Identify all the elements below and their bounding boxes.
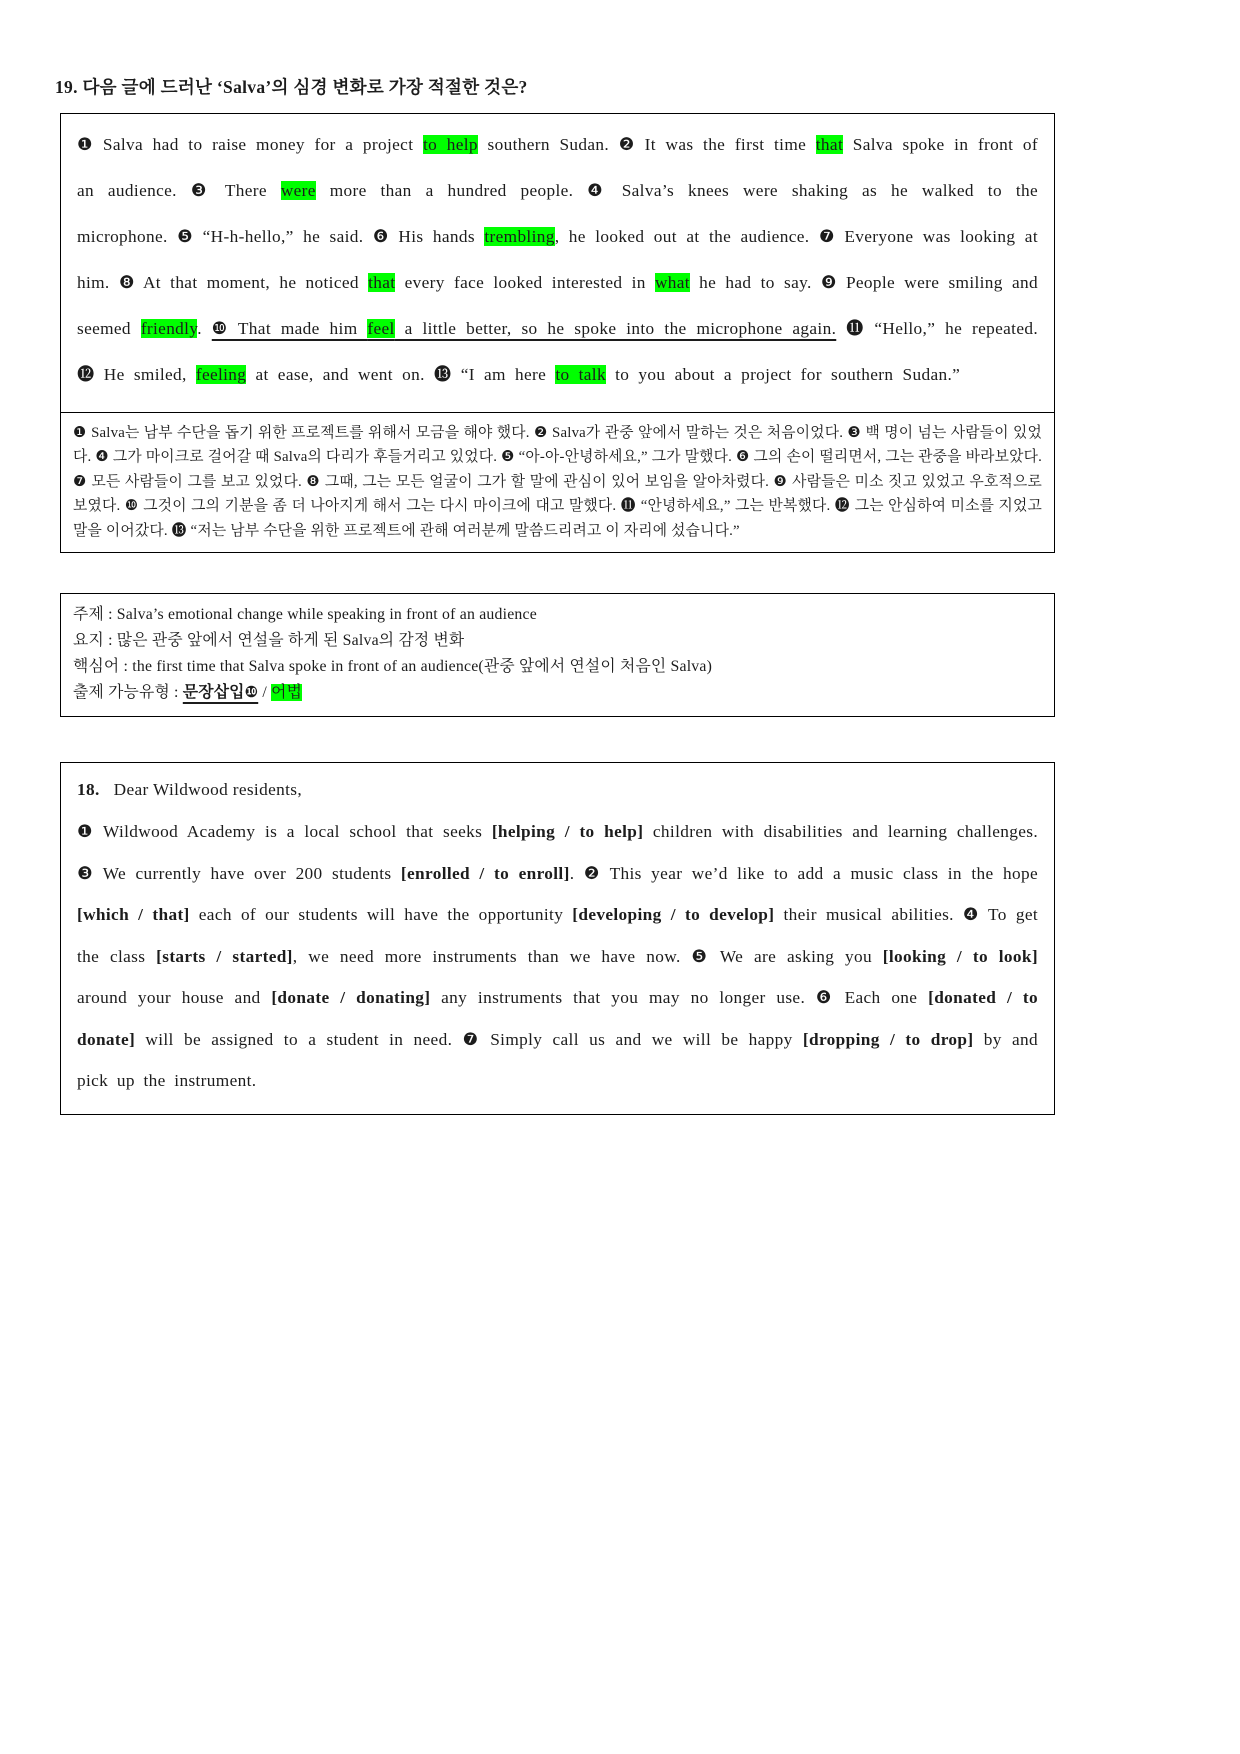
analysis-keyword-line: 핵심어 : the first time that Salva spoke in front of an audience(관중 앞에서 연설이 처음인 Salva): [73, 658, 713, 675]
analysis-gist-line: 요지 : 많은 관중 앞에서 연설을 하게 된 Salva의 감정 변화: [73, 632, 465, 649]
q18-header: 18. Dear Wildwood residents,: [77, 780, 302, 799]
analysis-question-type-line: 출제 가능유형 : 문장삽입❿ / 어법: [73, 684, 303, 701]
q19-korean-translation-box: [60, 412, 1055, 554]
analysis-topic-line: 주제 : Salva’s emotional change while speaking in front of an audience: [73, 606, 537, 623]
q18-passage: ❶ Wildwood Academy is a local school that seeks [helping / to help] children with disabilities and learning challenges. ❸ We currently have over 200 students [enrolled / to enroll]. ❷ This year we’d like to add a music class in the hope [which / that] each of our students will have the opportunity [developing / to develop] their musical abilities. ❹ To get the class [starts / started], we need more instruments than we have now. ❺ We are asking you [looking / to look] around your house and [donate / donating] any instruments that you may no longer use. ❻ Each one [donated / to donate] will be assigned to a student in need. ❼ Simply call us and we will be happy [dropping / to drop] by and pick up the instrument.: [77, 822, 1038, 1090]
q19-english-passage: ❶ Salva had to raise money for a project to help southern Sudan. ❷ It was the first time that Salva spoke in front of an audience. ❸ There were more than a hundred people. ❹ Salva’s knees were shaking as he walked to the microphone. ❺ “H-h-hello,” he said. ❻ His hands trembling, he looked out at the audience. ❼ Everyone was looking at him. ❽ At that moment, he noticed that every face looked interested in what he had to say. ❾ People were smiling and seemed friendly. ❿ That made him feel a little better, so he spoke into the microphone again. ⓫ “Hello,” he repeated. ⓬ He smiled, feeling at ease, and went on. ⓭ “I am here to talk to you about a project for southern Sudan.”: [77, 135, 1039, 384]
q19-analysis-box: [60, 593, 1055, 717]
q19-english-passage-box: [60, 113, 1055, 413]
q18-passage-box: [60, 762, 1055, 1115]
q19-korean-translation: ❶ Salva는 남부 수단을 돕기 위한 프로젝트를 위해서 모금을 해야 했다. ❷ Salva가 관중 앞에서 말하는 것은 처음이었다. ❸ 백 명이 넘는 사람들이 있었다. ❹ 그가 마이크로 걸어갈 때 Salva의 다리가 후들거리고 있었다. ❺ “아-아-안녕하세요,” 그가 말했다. ❻ 그의 손이 떨리면서, 그는 관중을 바라보았다. ❼ 모든 사람들이 그를 보고 있었다. ❽ 그때, 그는 모든 얼굴이 그가 할 말에 관심이 있어 보임을 알아차렸다. ❾ 사람들은 미소 짓고 있었고 우호적으로 보였다. ❿ 그것이 그의 기분을 좀 더 나아지게 해서 그는 다시 마이크에 대고 말했다. ⓫ “안녕하세요,” 그는 반복했다. ⓬ 그는 안심하여 미소를 지었고 말을 이어갔다. ⓭ “저는 남부 수단을 위한 프로젝트에 관해 여러분께 말씀드리려고 이 자리에 섰습니다.”: [73, 424, 1042, 539]
q19-title: 19. 다음 글에 드러난 ‘Salva’의 심경 변화로 가장 적절한 것은?: [55, 77, 528, 97]
